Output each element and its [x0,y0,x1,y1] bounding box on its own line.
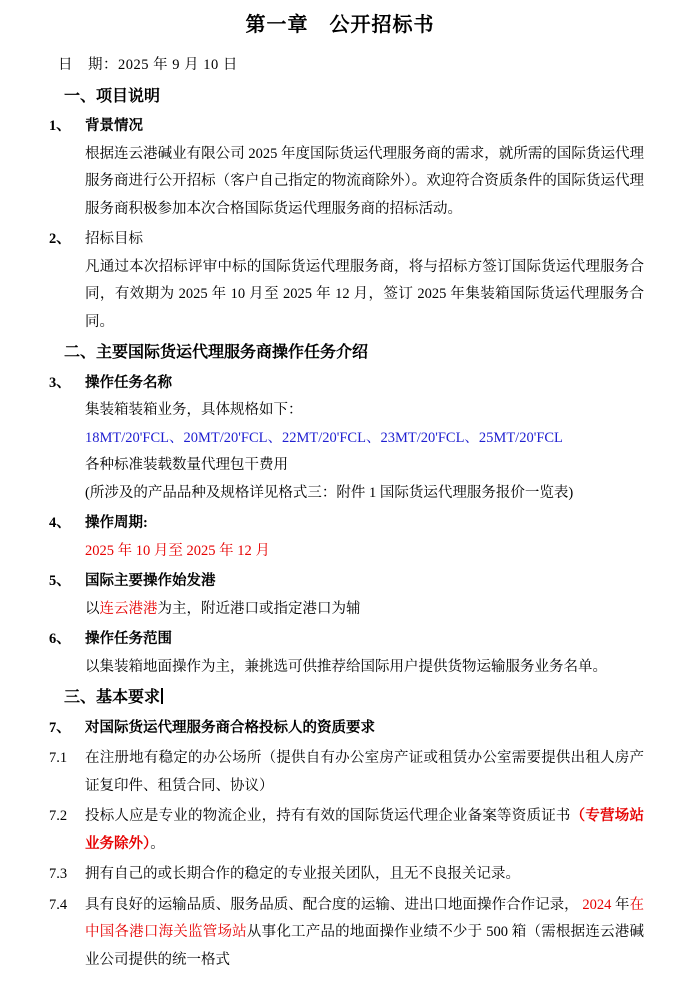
text-run: 日 期：2025 年 9 月 10 日 [58,57,238,73]
item-number: 7、 [49,719,71,736]
item-7-1 [0,745,644,800]
text-run: 连云港港 [99,600,158,617]
item-3-heading [0,370,644,398]
item-1-heading [0,113,644,141]
section-heading-2 [64,339,644,367]
operation-period-paragraph [85,538,644,566]
text-run: 投标人应是专业的物流企业，持有有效的国际货运代理企业备案等资质证书 [85,808,571,824]
text-run: 三、基本要求 [64,689,161,706]
section-heading-3 [64,684,644,712]
text-run: （专营场站业务除外） [85,808,645,852]
document-title: 第一章 公开招标书 [245,14,435,36]
text-run: 18MT/20'FCL、20MT/20'FCL、22MT/20'FCL、23MT/20'FCL、25MT/20'FCL [85,429,563,446]
text-run: 具有良好的运输品质、服务品质、配合度的运输、进出口地面操作合作记录， [85,896,583,913]
background-paragraph [85,141,644,224]
item-number: 3、 [49,374,71,391]
date-line [58,52,644,80]
attachment-note-paragraph [85,480,644,508]
item-7-4 [0,892,644,975]
text-run: 凡通过本次招标评审中标的国际货运代理服务商，将与招标方签订国际货运代理服务合同，有效期为 2025 年 10 月至 2025 年 12 月，签订 2025 年集装箱国际货运代理服务合同。 [85,258,644,330]
text-run: 。 [150,835,165,852]
text-cursor[interactable] [161,688,163,704]
text-run: 年 [611,896,630,913]
text-run: 二、主要国际货运代理服务商操作任务介绍 [64,344,369,361]
text-run: 以集装箱地面操作为主，兼挑选可供推荐给国际用户提供货物运输服务业务名单。 [85,658,607,675]
text-run: 操作任务范围 [85,631,172,647]
item-7-heading [0,715,644,743]
text-run: 集装箱装箱业务，具体规格如下： [85,402,303,418]
fee-paragraph [85,452,644,480]
text-run: 为主，附近港口或指定港口为辅 [157,600,361,617]
origin-port-paragraph [85,596,644,624]
text-run: 从事化工产品的地面操作业绩不少于 500 箱（需根据连云港碱业公司提供的统一格式 [85,924,645,968]
item-4-heading [0,510,644,538]
text-run: 操作周期: [85,515,148,531]
text-run: (所涉及的产品品种及规格详见格式三：附件 1 国际货运代理服务报价一览表) [85,484,574,501]
text-run: 各种标准装载数量代理包干费用 [85,457,288,473]
text-run: 在注册地有稳定的办公场所（提供自有办公室房产证或租赁办公室需要提供出租人房产证复印件、租赁合同、协议） [85,750,644,794]
item-number: 4、 [49,515,71,531]
item-7-3 [0,861,644,889]
document-body [0,52,644,974]
text-run: 背景情况 [85,118,143,134]
text-run: 以 [85,600,100,617]
item-number: 6、 [49,631,71,647]
item-number: 1、 [49,118,71,134]
text-run: 在中国各港口海关监管场站 [85,896,645,940]
item-number: 2、 [49,231,71,247]
item-6-heading [0,626,644,654]
item-number: 7.1 [49,750,68,766]
item-number: 7.3 [49,866,68,882]
item-number: 7.2 [49,808,68,824]
section-heading-1 [64,83,644,111]
text-run: 操作任务名称 [85,374,172,391]
text-run: 根据连云港碱业有限公司 2025 年度国际货运代理服务商的需求，就所需的国际货运代理服务商进行公开招标（客户自己指定的物流商除外）。欢迎符合资质条件的国际货运代理服务商积极参加本次合格国际货运代理服务商的招标活动。 [85,145,644,217]
item-7-2 [0,803,644,858]
tender-goal-paragraph [85,254,644,337]
text-run: 拥有自己的或长期合作的稳定的专业报关团队，且无不良报关记录。 [85,866,520,882]
container-spec-list [85,425,644,453]
text-run: 2024 [582,896,612,913]
item-2-heading [0,226,644,254]
text-run: 一、项目说明 [64,87,161,105]
text-run: 国际主要操作始发港 [85,573,216,589]
text-run: 对国际货运代理服务商合格投标人的资质要求 [85,719,375,736]
text-run: 招标目标 [85,231,143,247]
item-number: 7.4 [49,896,68,913]
text-run: 2025 年 10 月至 2025 年 12 月 [85,542,270,559]
task-scope-paragraph [85,654,644,682]
item-number: 5、 [49,573,71,589]
item-5-heading [0,568,644,596]
task-name-paragraph [85,397,644,425]
